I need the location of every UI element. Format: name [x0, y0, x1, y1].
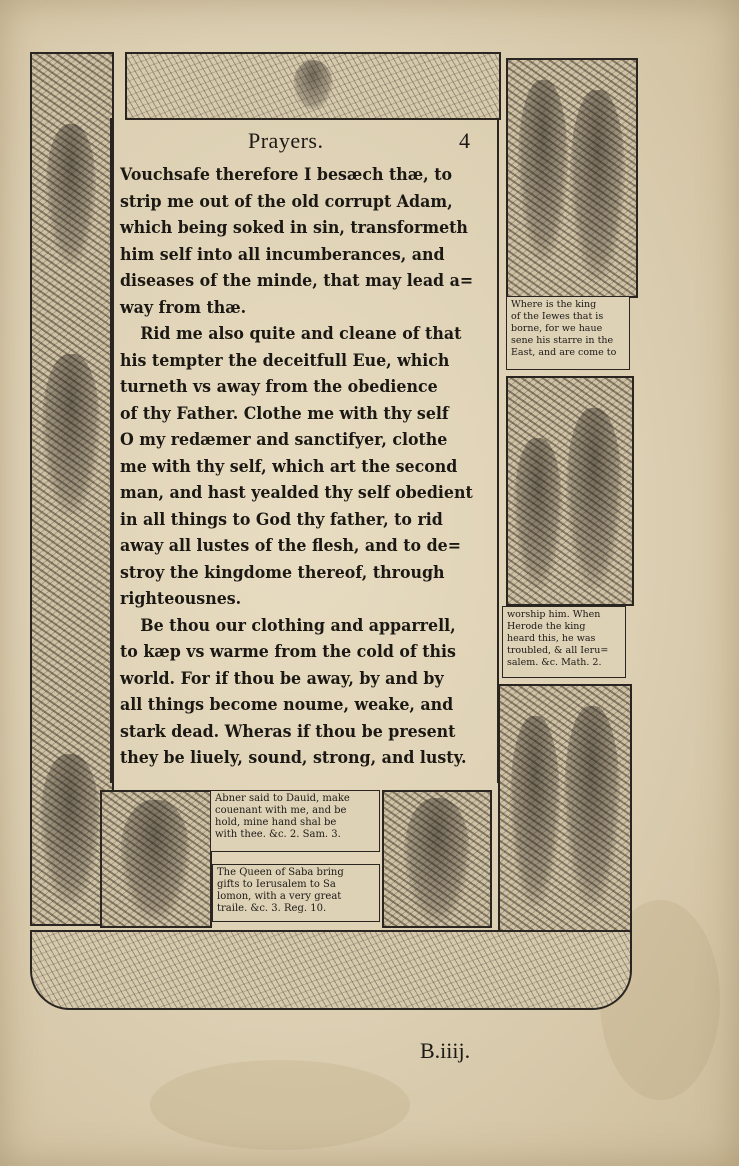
text-line: man, and hast yealded thy self obedient: [120, 483, 473, 503]
top-ornamental-band: [125, 52, 501, 120]
bottom-ornamental-band: [30, 930, 632, 1010]
woodcut-caption-saba: The Queen of Saba bring gifts to Ierusalem to Sa lomon, with a very great traile. &c. 3. Reg. 10.: [212, 864, 380, 922]
text-line: stark dead. Wheras if thou be present: [120, 721, 456, 742]
text-line: righteousnes.: [120, 589, 242, 609]
text-line: turneth vs away from the obedience: [120, 377, 438, 397]
text-line: him self into all incumberances, and: [120, 244, 445, 265]
text-line: to kæp vs warme from the cold of this: [120, 642, 456, 662]
woodcut-top-right: [506, 58, 638, 298]
text-line: away all lustes of the flesh, and to de=: [120, 536, 461, 556]
text-line: Be thou our clothing and apparrell,: [140, 615, 456, 636]
paper-stain: [150, 1060, 410, 1150]
woodcut-caption-magi: Where is the king of the Iewes that is borne, for we haue sene his starre in the East, and are come to: [506, 296, 630, 370]
text-line: Rid me also quite and cleane of that: [140, 324, 462, 344]
running-head: Prayers.: [248, 128, 324, 153]
text-line: in all things to God thy father, to rid: [120, 509, 443, 530]
text-line: stroy the kingdome thereof, through: [120, 562, 445, 583]
signature-mark: B.iiij.: [420, 1038, 471, 1063]
woodcut-middle-right: [506, 376, 634, 606]
text-line: his tempter the deceitfull Eue, which: [120, 350, 450, 371]
text-line: of thy Father. Clothe me with thy self: [120, 403, 449, 424]
folio-number: 4: [459, 128, 470, 153]
text-line: way from thæ.: [120, 297, 247, 318]
running-head-row: [128, 128, 480, 160]
woodcut-bottom-left-figure: [100, 790, 212, 928]
text-line: diseases of the minde, that may lead a=: [120, 271, 474, 291]
text-line: they be liuely, sound, strong, and lusty.: [120, 748, 467, 768]
woodcut-caption-abner: Abner said to Dauid, make couenant with me, and be hold, mine hand shal be with thee. &c. 2. Sam. 3.: [210, 790, 380, 852]
woodcut-caption-herod: worship him. When Herode the king heard this, he was troubled, & all Ieru= salem. &c. Math. 2.: [502, 606, 626, 678]
prayer-text: [120, 162, 490, 772]
text-line: strip me out of the old corrupt Adam,: [120, 191, 453, 212]
text-line: world. For if thou be away, by and by: [120, 668, 444, 689]
woodcut-bottom-right: [498, 684, 632, 932]
woodcut-bottom-right-figure: [382, 790, 492, 928]
text-line: Vouchsafe therefore I besæch thæ, to: [120, 165, 453, 185]
text-line: which being soked in sin, transformeth: [120, 218, 468, 238]
text-line: O my redæmer and sanctifyer, clothe: [120, 430, 448, 450]
text-line: all things become noume, weake, and: [120, 695, 454, 715]
text-line: me with thy self, which art the second: [120, 456, 458, 477]
